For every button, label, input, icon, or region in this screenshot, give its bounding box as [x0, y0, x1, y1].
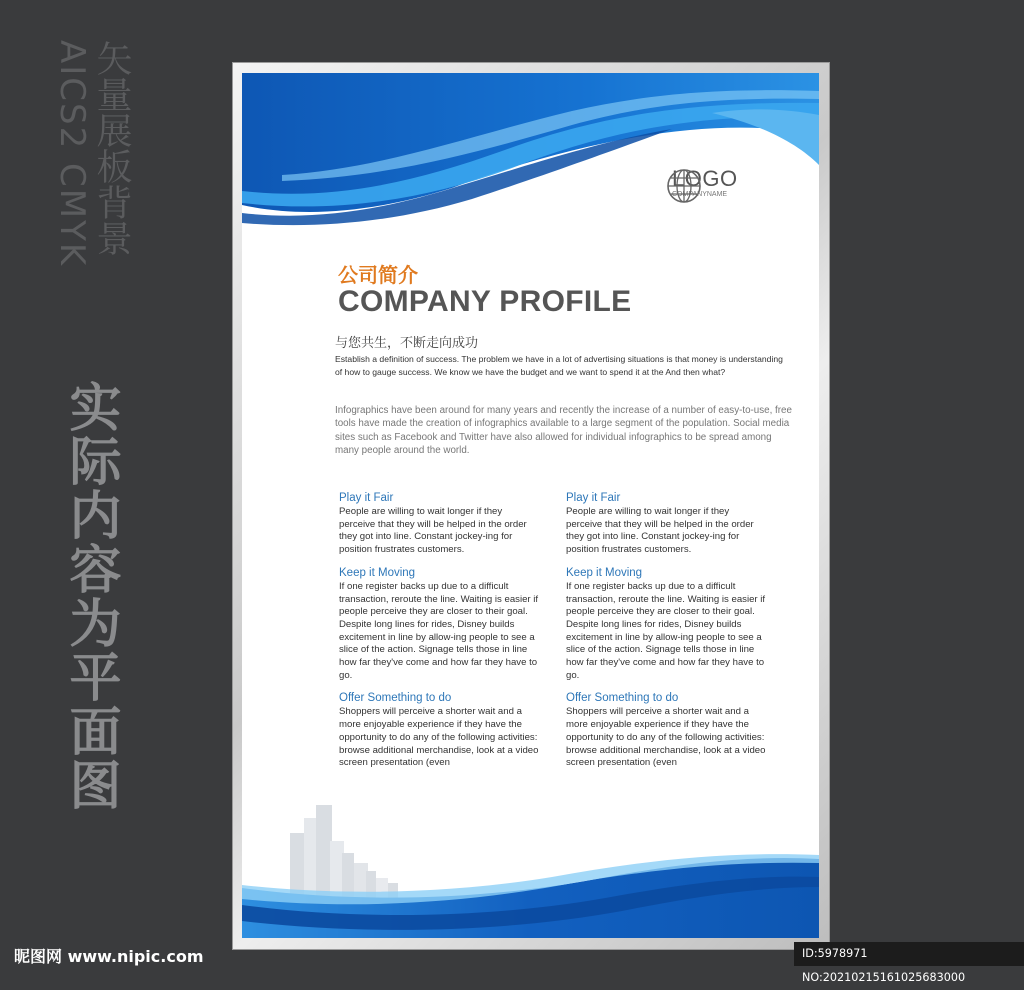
- title-english: COMPANY PROFILE: [338, 285, 632, 318]
- tagline: 与您共生，不断走向成功: [335, 336, 479, 351]
- infographics-paragraph: Infographics have been around for many years and recently the increase of a number of easy-to-use, free tools have made the creation of infographics available to a large segment of the population. Social media sites such as Facebook and Twitter have also allowed for individual infographics to be spread among many people around the world.: [335, 405, 792, 456]
- logo-title: LOGO: [672, 166, 738, 191]
- section-title: Play it Fair: [566, 492, 621, 504]
- section-title: Offer Something to do: [339, 692, 452, 705]
- side-caption-cjk: 矢量展板背景: [91, 40, 132, 256]
- right-column: [566, 491, 766, 779]
- globe-icon: [666, 168, 702, 204]
- side-caption-small: [52, 40, 132, 280]
- section-body: Shoppers will perceive a shorter wait and a more enjoyable experience if they have the opportunity to do any of the following activities: browse additional merchandise, look at a video screen presentation (even: [566, 706, 766, 769]
- section-title: Play it Fair: [339, 492, 394, 504]
- logo-subtitle: COMPANYNAME: [672, 191, 728, 198]
- site-watermark: 昵图网 www.nipic.com: [14, 947, 204, 966]
- poster: [242, 73, 819, 938]
- id-watermark: ID:5978971 NO:20210215161025683000: [794, 942, 1024, 966]
- section-body: If one register backs up due to a difficult transaction, reroute the line. Waiting is easier if people perceive they are closer to their goal. Despite long lines for rides, Disney builds excitement in line by allow-ing people to see a slice of the action. Signage tells those in line how far they've come and how far they have to go.: [339, 580, 539, 681]
- company-logo: [666, 168, 738, 199]
- side-caption-big: 实际内容为平面图: [60, 380, 120, 812]
- side-caption-latin: AICS2 CMYK: [52, 40, 92, 268]
- section-title: Offer Something to do: [566, 692, 679, 705]
- intro-text: Establish a definition of success. The problem we have in a lot of advertising situations is that money is understanding of how to gauge success. We know we have the budget and we want to spend it at the And then what?: [335, 354, 783, 377]
- section-title: Keep it Moving: [566, 566, 643, 579]
- section-body: People are willing to wait longer if they perceive that they will be helped in the order they got into line. Constant jockey-ing for position frustrates customers.: [566, 506, 754, 556]
- section-body: Shoppers will perceive a shorter wait and a more enjoyable experience if they have the opportunity to do any of the following activities: browse additional merchandise, look at a video screen presentation (even: [339, 706, 539, 769]
- city-skyline: [290, 805, 398, 903]
- title-chinese: 公司简介: [338, 263, 418, 287]
- section-title: Keep it Moving: [339, 566, 416, 579]
- left-column: [339, 491, 539, 779]
- section-body: People are willing to wait longer if they perceive that they will be helped in the order they got into line. Constant jockey-ing for position frustrates customers.: [339, 506, 527, 556]
- section-body: If one register backs up due to a difficult transaction, reroute the line. Waiting is easier if people perceive they are closer to their goal. Despite long lines for rides, Disney builds excitement in line by allow-ing people to see a slice of the action. Signage tells those in line how far they've come and how far they have to go.: [566, 580, 766, 681]
